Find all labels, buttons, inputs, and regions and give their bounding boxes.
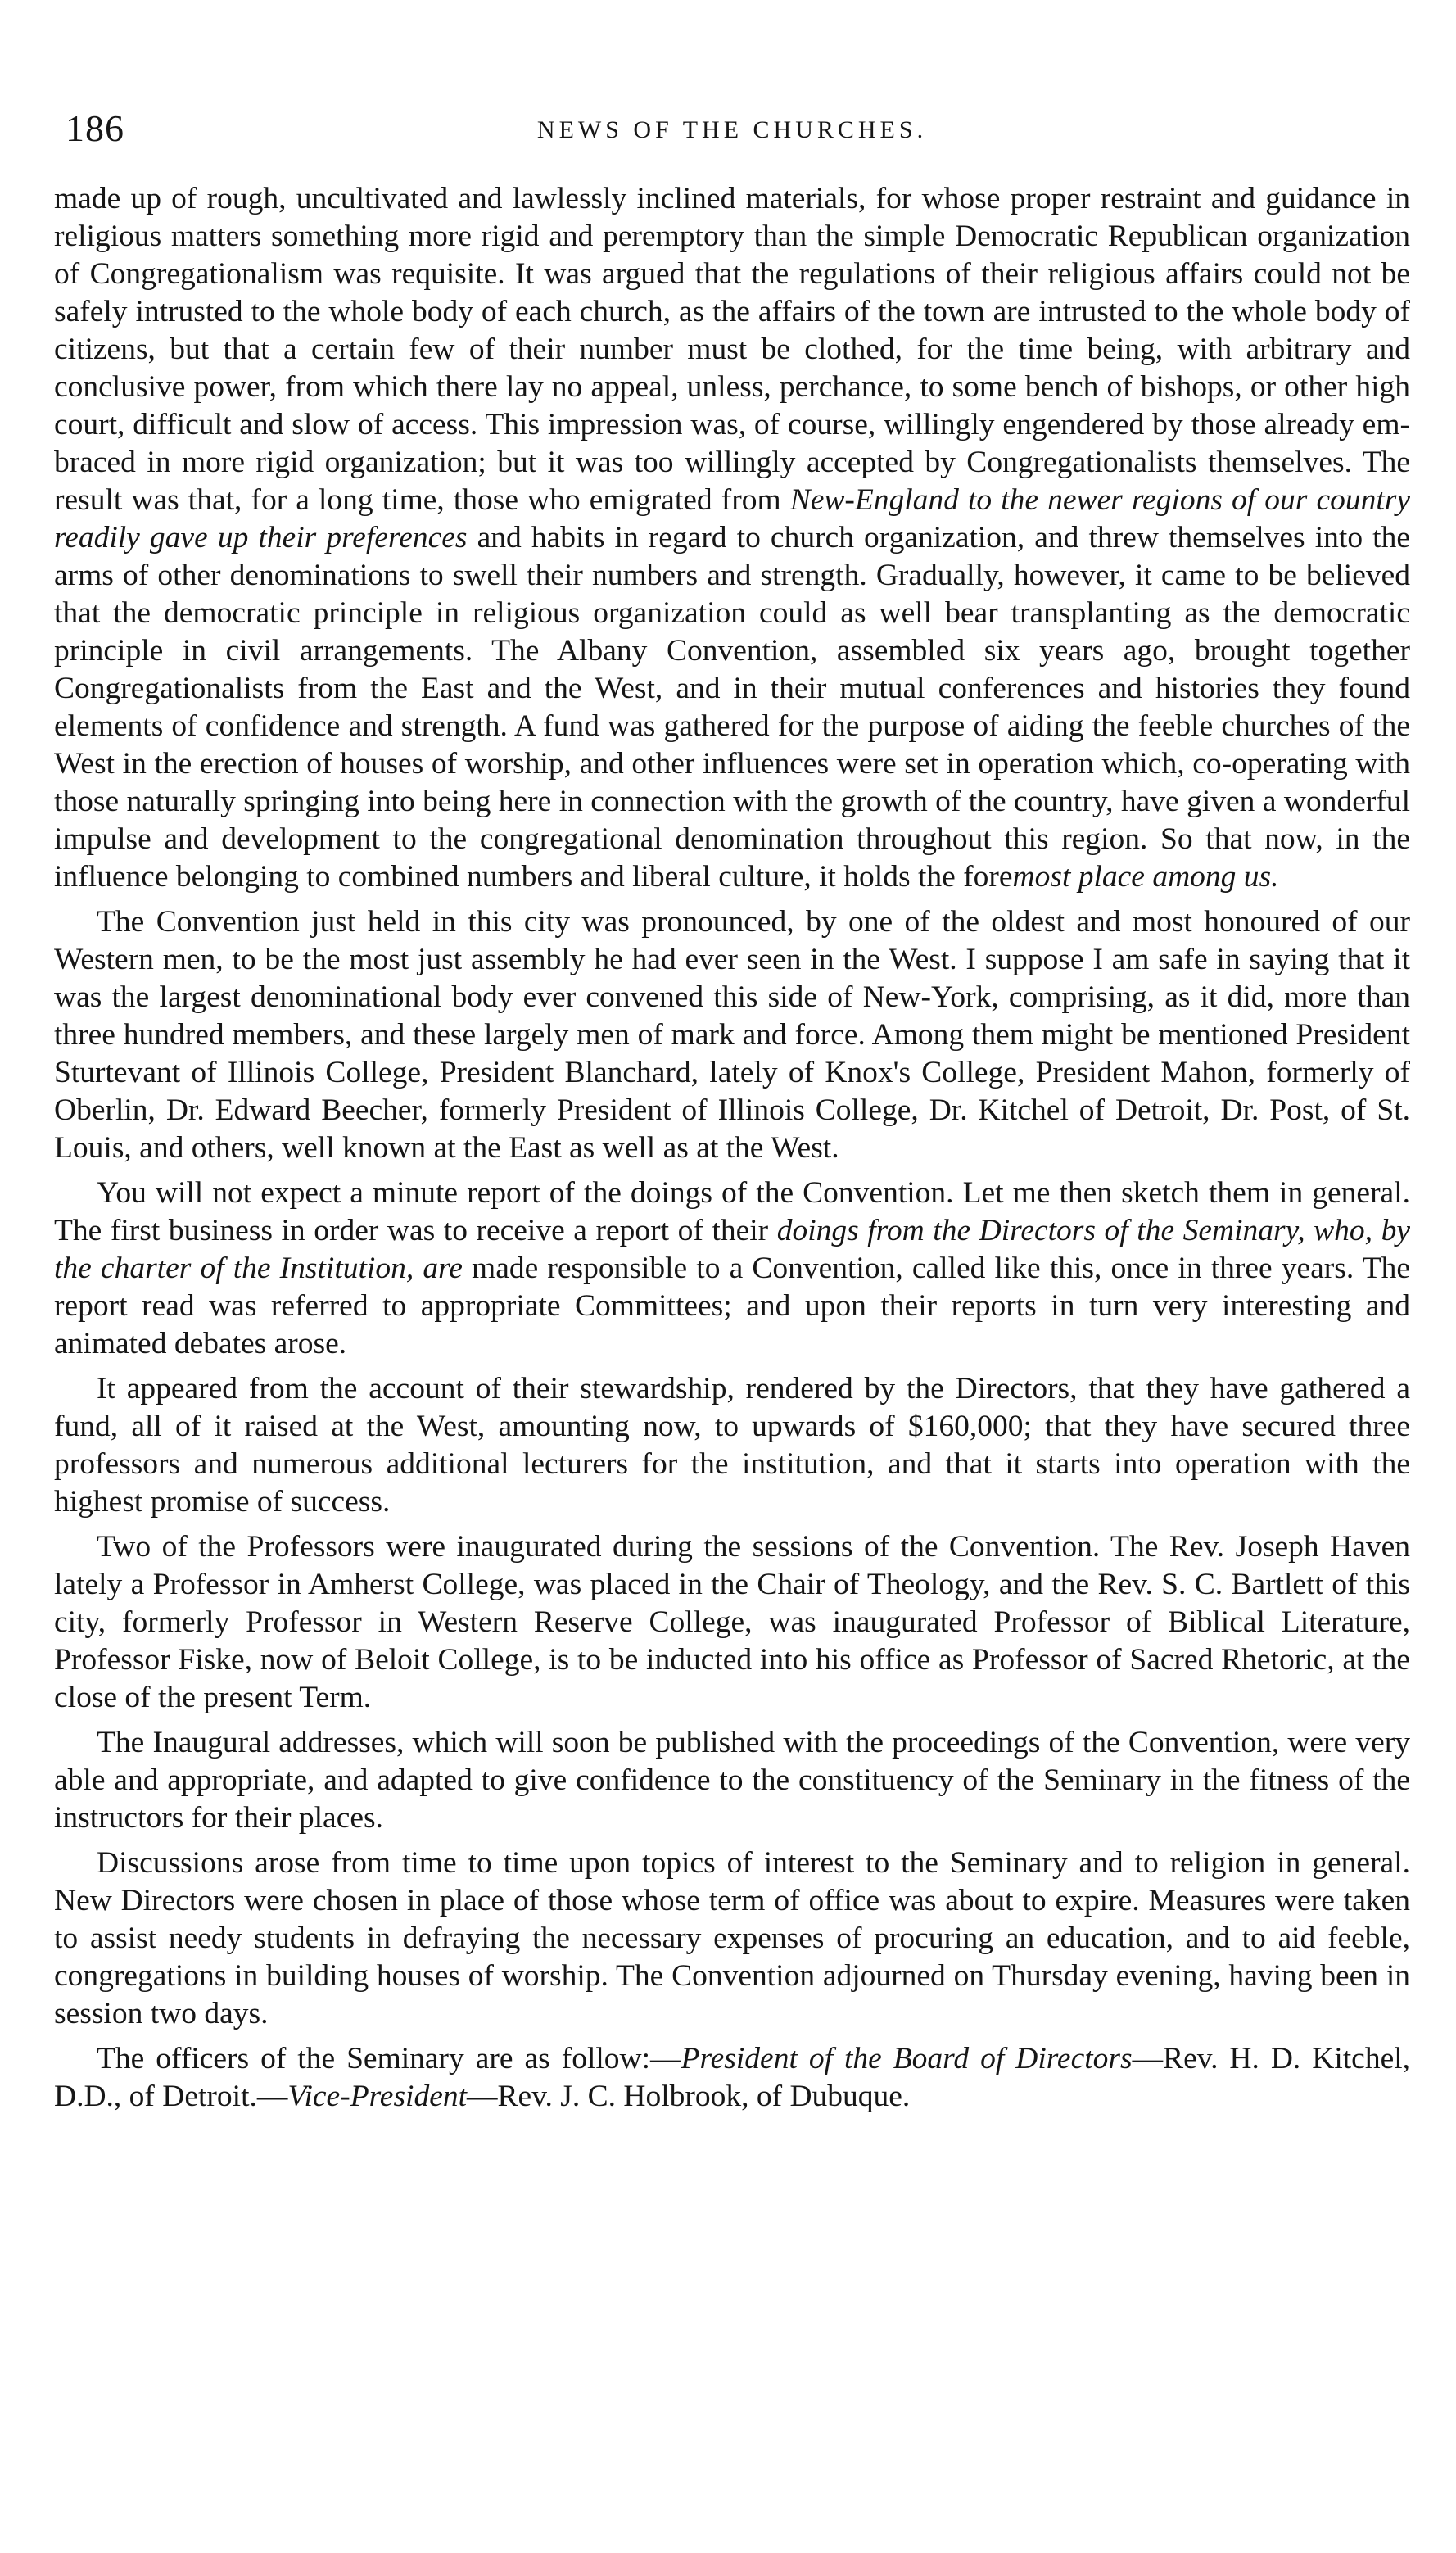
paragraph <box>54 1175 1410 1363</box>
running-title: NEWS OF THE CHURCHES. <box>536 116 928 143</box>
italic-text-segment: New-England to the newer regions of our country readily gave up their preferences <box>54 483 1410 555</box>
paragraph <box>54 2040 1410 2116</box>
paragraph <box>54 1528 1410 1717</box>
text-segment: It appeared from the account of their stewardship, rendered by the Directors, that they have gathered a fund, all of it raised at the West, amounting now, to upwards of $160,000; that they have secured three professors and numerous additional lecturers for the institution, and that it starts into operation with the highest promise of success. <box>54 1372 1410 1519</box>
text-segment: The Inaugural addresses, which will soon be published with the proceedings of the Convention, were very able and appropriate, and adapted to give confidence to the constituency of the Seminary in the fitness of the instructors for their places. <box>54 1726 1410 1835</box>
italic-text-segment: doings from the Directors of the Seminary, who, by the charter of the Institution, are <box>54 1214 1410 1285</box>
paragraph <box>54 1370 1410 1521</box>
italic-text-segment: Vice-President <box>287 2080 468 2113</box>
text-segment: —Rev. J. C. Holbrook, of Dubuque. <box>467 2080 911 2113</box>
text-segment: The officers of the Seminary are as follow:— <box>97 2042 681 2075</box>
text-segment: made responsible to a Convention, called like this, once in three years. The report read was referred to appropriate Committees; and upon their reports in turn very interesting and animated debates arose. <box>54 1252 1410 1360</box>
text-segment: The Convention just held in this city was pronounced, by one of the oldest and most honoured of our Western men, to be the most just assembly he had ever seen in the West. I suppose I am safe in saying that it was the largest denominational body ever convened this side of New-York, comprising, as it did, more than three hundred members, and these largely men of mark and force. Among them might be mentioned President Sturtevant of Illinois College, President Blanchard, lately of Knox's College, President Mahon, formerly of Oberlin, Dr. Edward Beecher, formerly President of Illinois College, Dr. Kitchel of Detroit, Dr. Post, of St. Louis, and others, well known at the East as well as at the West. <box>54 905 1410 1165</box>
text-segment: —Rev. H. D. Kitchel, D.D., of Detroit.— <box>54 2042 1411 2113</box>
text-segment: and habits in regard to church organization, and threw themselves into the arms of other denominations to swell their numbers and strength. Gradually, however, it came to be believed that the democratic principle in religious organization could as well bear transplanting as the democratic principle in civil arrangements. The Albany Convention, assembled six years ago, brought together Congregationalists from the East and the West, and in their mutual conferences and histories they found elements of confidence and strength. A fund was gathered for the purpose of aiding the feeble churches of the West in the erection of houses of worship, and other influences were set in operation which, co-operating with those naturally springing into being here in connection with the growth of the country, have given a wonderful impulse and development to the congregational denomination throughout this region. So that now, in the influence belonging to combined numbers and liberal culture, it holds the fore <box>54 521 1410 894</box>
page-number: 186 <box>66 107 124 149</box>
paragraph <box>54 1724 1410 1837</box>
italic-text-segment: most place among us. <box>1012 860 1279 894</box>
running-header <box>54 98 1410 147</box>
text-segment: Two of the Professors were inaugurated during the sessions of the Convention. The Rev. Joseph Haven lately a Professor in Amherst College, was placed in the Chair of Theology, and the Rev. S. C. Bartlett of this city, formerly Professor in Western Reserve College, was inaugurated Professor of Biblical Literature, Professor Fiske, now of Beloit College, is to be inducted into his office as Professor of Sacred Rhetoric, at the close of the present Term. <box>54 1530 1410 1714</box>
italic-text-segment: President of the Board of Directors <box>681 2042 1133 2075</box>
article-body <box>54 180 1410 2116</box>
text-segment: Discussions arose from time to time upon topics of interest to the Seminary and to religion in general. New Directors were chosen in place of those whose term of office was about to expire. Measures were taken to assist needy students in defraying the necessary expenses of procuring an education, and to aid feeble, congregations in building houses of worship. The Convention adjourned on Thursday evening, having been in session two days. <box>54 1846 1410 2030</box>
paragraph <box>54 180 1410 896</box>
paragraph <box>54 1845 1410 2033</box>
text-segment: You will not expect a minute report of the doings of the Convention. Let me then sketch them in general. The first business in order was to receive a report of their <box>54 1176 1410 1247</box>
text-segment: made up of rough, uncultivated and lawlessly inclined materials, for whose proper restraint and guidance in religious matters something more rigid and peremptory than the simple Democratic Republican organization of Congregationalism was requisite. It was argued that the regulations of their religious affairs could not be safely intrusted to the whole body of each church, as the affairs of the town are intrusted to the whole body of citizens, but that a certain few of their number must be clothed, for the time being, with arbitrary and conclusive power, from which there lay no appeal, unless, perchance, to some bench of bishops, or other high court, difficult and slow of access. This impression was, of course, willingly engendered by those already embraced in more rigid organization; but it was too willingly accepted by Congregationalists themselves. The result was that, for a long time, those who emigrated from <box>54 182 1410 517</box>
paragraph <box>54 903 1410 1167</box>
